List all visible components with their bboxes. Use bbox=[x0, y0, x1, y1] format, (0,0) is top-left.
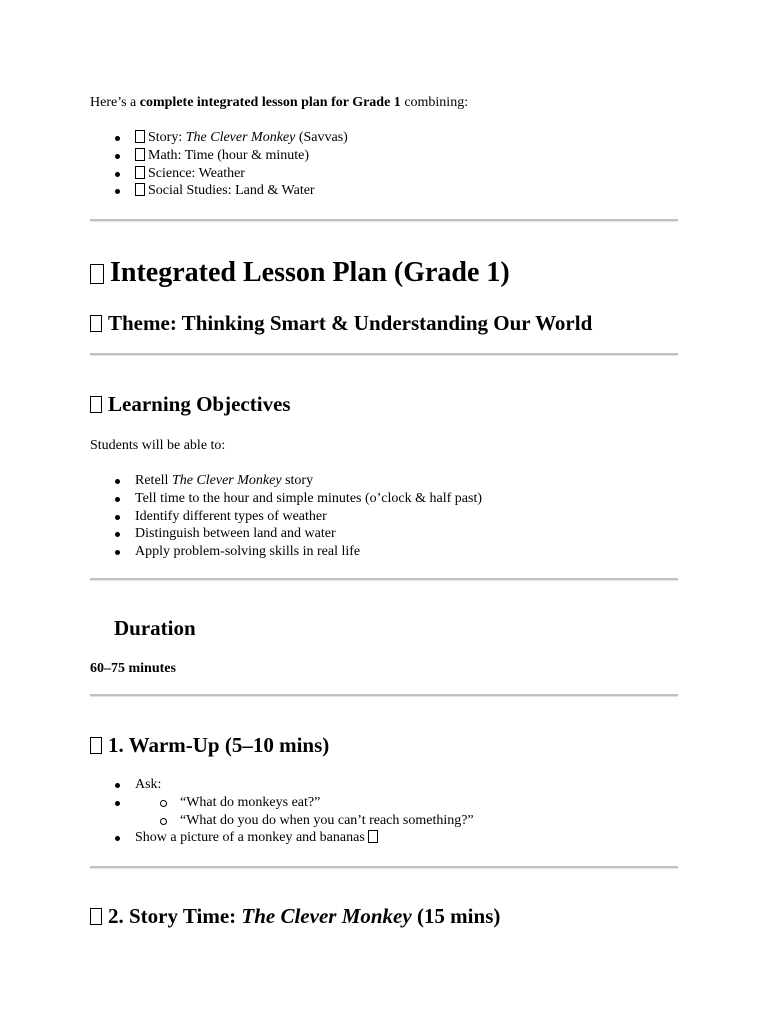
intro-paragraph bbox=[90, 94, 468, 111]
divider bbox=[90, 578, 678, 581]
subject-label: Science: Weather bbox=[148, 165, 245, 181]
list-item bbox=[90, 129, 348, 147]
notebook-icon bbox=[90, 264, 104, 284]
list-item bbox=[90, 508, 482, 526]
subject-label: Story: bbox=[148, 130, 186, 145]
objectives-heading-text: Learning Objectives bbox=[108, 392, 291, 416]
objective-text: Retell bbox=[135, 473, 172, 488]
sparkle-icon bbox=[90, 737, 102, 754]
intro-suffix: combining: bbox=[400, 95, 469, 110]
objective-text: Apply problem-solving skills in real life bbox=[135, 544, 361, 560]
objectives-list bbox=[90, 472, 482, 561]
objective-text: Distinguish between land and water bbox=[135, 526, 336, 542]
list-item bbox=[90, 776, 474, 794]
objective-text: Tell time to the hour and simple minutes (o’clock & half past) bbox=[135, 490, 482, 506]
warmup-ask: Ask: bbox=[135, 777, 162, 792]
globe-icon bbox=[135, 183, 145, 196]
story-heading bbox=[90, 903, 500, 929]
warmup-heading-text: 1. Warm-Up (5–10 mins) bbox=[108, 733, 330, 757]
duration-heading: Duration bbox=[114, 616, 196, 640]
story-heading-suffix: (15 mins) bbox=[411, 904, 501, 928]
objectives-heading bbox=[90, 391, 291, 417]
list-item bbox=[90, 543, 482, 561]
divider bbox=[90, 694, 678, 697]
question-item bbox=[90, 812, 474, 830]
intro-prefix: Here’s a bbox=[90, 95, 140, 110]
book-icon bbox=[135, 130, 145, 143]
banana-icon bbox=[368, 830, 378, 843]
list-item bbox=[90, 829, 474, 847]
list-item bbox=[90, 165, 348, 183]
story-title: The Clever Monkey bbox=[241, 904, 412, 928]
book-icon bbox=[90, 908, 102, 925]
question-item bbox=[90, 794, 474, 812]
divider bbox=[90, 353, 678, 356]
lightbulb-icon bbox=[90, 315, 102, 332]
objective-text: Identify different types of weather bbox=[135, 508, 327, 524]
theme-text: Theme: Thinking Smart & Understanding Our World bbox=[108, 311, 593, 335]
story-heading-prefix: 2. Story Time: bbox=[108, 904, 242, 928]
objectives-lead: Students will be able to: bbox=[90, 438, 226, 453]
page-title-text: Integrated Lesson Plan (Grade 1) bbox=[110, 257, 510, 288]
subjects-list bbox=[90, 129, 348, 200]
intro-bold: complete integrated lesson plan for Grade 1 bbox=[139, 95, 401, 110]
sub-list-container bbox=[90, 794, 474, 828]
divider bbox=[90, 866, 678, 869]
subject-label: Math: Time (hour & minute) bbox=[148, 147, 309, 163]
story-title: The Clever Monkey bbox=[185, 130, 296, 145]
duration-value: 60–75 minutes bbox=[90, 661, 176, 676]
question-text: “What do you do when you can’t reach something?” bbox=[180, 812, 474, 828]
objective-suffix: story bbox=[281, 473, 314, 488]
list-item bbox=[90, 525, 482, 543]
question-text: “What do monkeys eat?” bbox=[180, 794, 321, 810]
subject-label: Social Studies: Land & Water bbox=[148, 183, 315, 199]
story-title: The Clever Monkey bbox=[171, 473, 282, 488]
list-item bbox=[90, 490, 482, 508]
weather-icon bbox=[135, 166, 145, 179]
warmup-list bbox=[90, 776, 474, 847]
divider bbox=[90, 219, 678, 222]
subject-suffix: (Savvas) bbox=[295, 130, 348, 145]
warmup-heading bbox=[90, 732, 329, 758]
theme-heading bbox=[90, 310, 592, 336]
target-icon bbox=[90, 396, 102, 413]
clock-icon bbox=[135, 148, 145, 161]
page-title bbox=[90, 257, 510, 289]
list-item bbox=[90, 147, 348, 165]
list-item bbox=[90, 472, 482, 490]
list-item bbox=[90, 182, 348, 200]
questions-list bbox=[90, 794, 474, 830]
warmup-show: Show a picture of a monkey and bananas bbox=[135, 830, 365, 846]
